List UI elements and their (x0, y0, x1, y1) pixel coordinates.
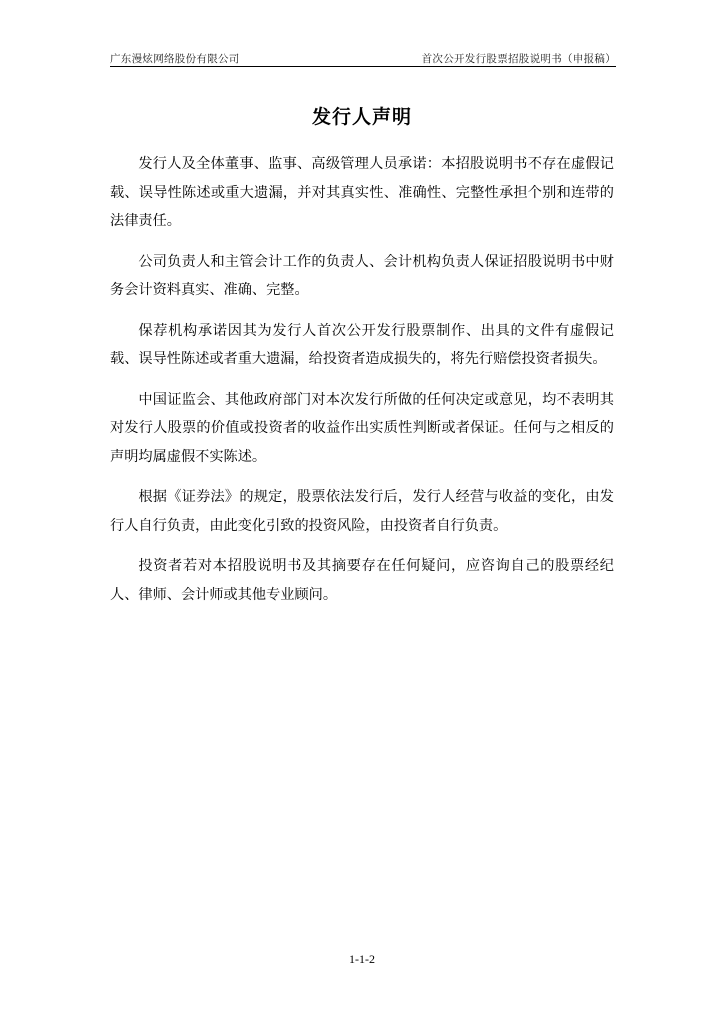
paragraph-3: 保荐机构承诺因其为发行人首次公开发行股票制作、出具的文件有虚假记载、误导性陈述或者重大遗漏，给投资者造成损失的，将先行赔偿投资者损失。 (110, 322, 614, 367)
page-header (110, 52, 616, 66)
paragraph-4: 中国证监会、其他政府部门对本次发行所做的任何决定或意见，均不表明其对发行人股票的价值或投资者的收益作出实质性判断或者保证。任何与之相反的声明均属虚假不实陈述。 (110, 391, 614, 465)
paragraph-1: 发行人及全体董事、监事、高级管理人员承诺：本招股说明书不存在虚假记载、误导性陈述或重大遗漏，并对其真实性、准确性、完整性承担个别和连带的法律责任。 (110, 156, 614, 229)
statement-body (110, 150, 614, 621)
page-number: 1-1-2 (349, 952, 375, 966)
header-company-name: 广东漫炫网络股份有限公司 (110, 53, 240, 65)
paragraph-2: 公司负责人和主管会计工作的负责人、会计机构负责人保证招股说明书中财务会计资料真实、准确、完整。 (110, 253, 614, 298)
header-divider (110, 66, 616, 67)
header-document-title: 首次公开发行股票招股说明书（申报稿） (421, 53, 616, 65)
paragraph-5: 根据《证券法》的规定，股票依法发行后，发行人经营与收益的变化，由发行人自行负责，由此变化引致的投资风险，由投资者自行负责。 (110, 489, 614, 534)
paragraph-6: 投资者若对本招股说明书及其摘要存在任何疑问，应咨询自己的股票经纪人、律师、会计师或其他专业顾问。 (110, 558, 614, 603)
page-title: 发行人声明 (311, 106, 412, 128)
